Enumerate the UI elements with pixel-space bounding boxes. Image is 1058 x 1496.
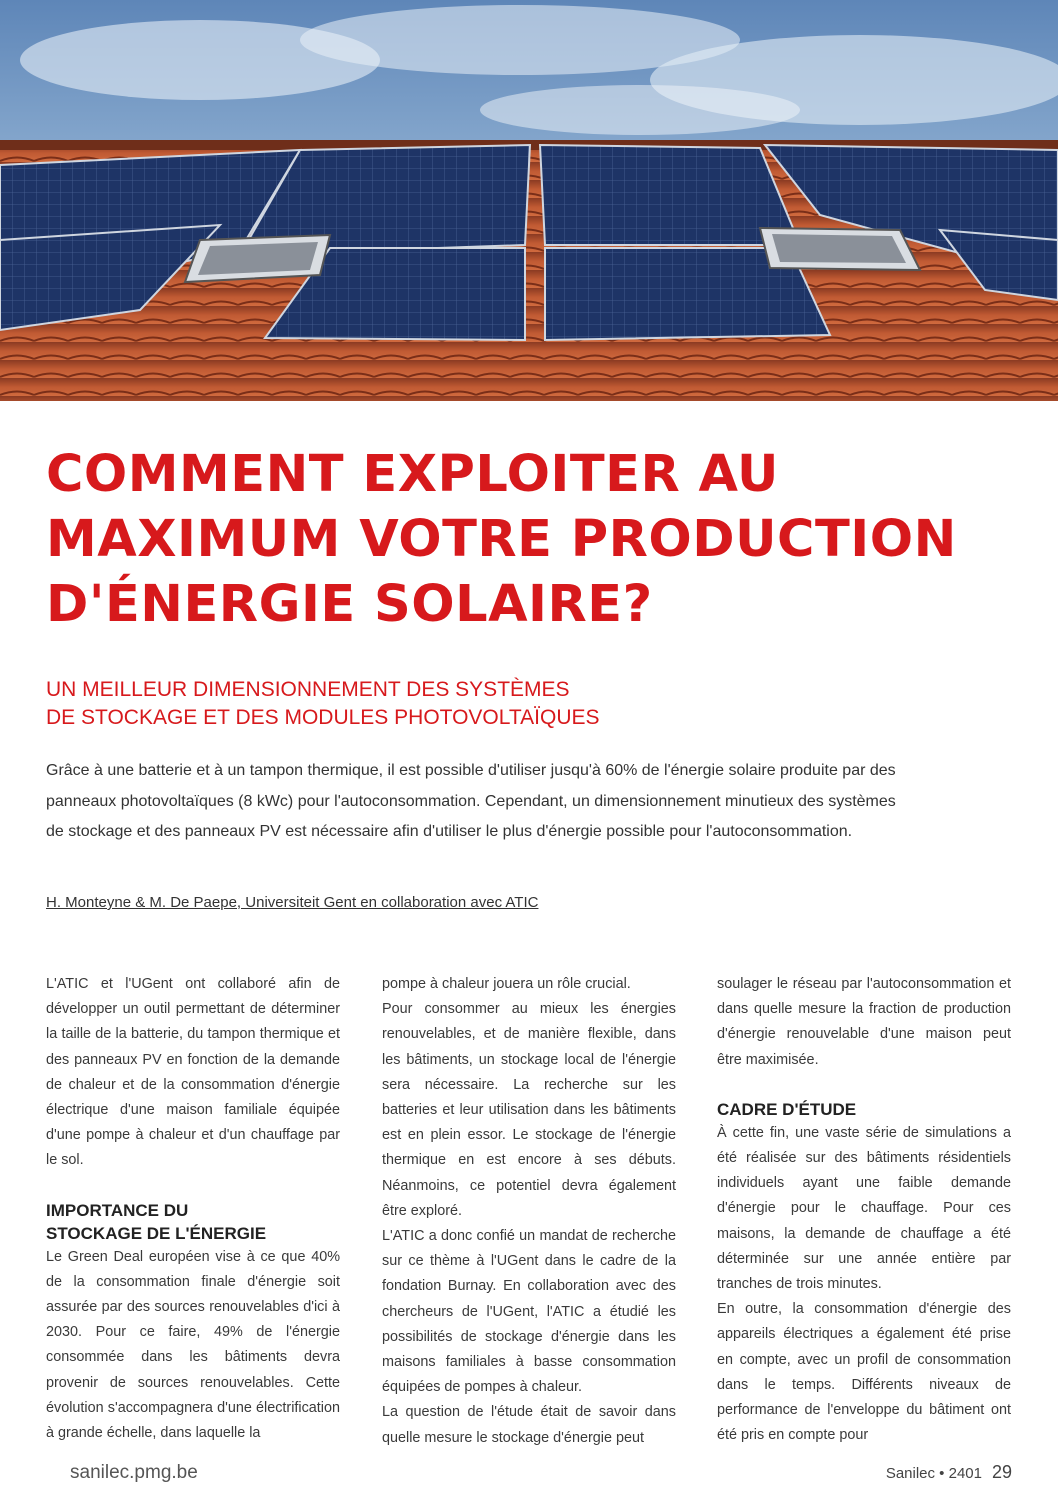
- col3-paragraph-2: À cette fin, une vaste série de simulations a été réalisée sur des bâtiments résidentiels individuels ayant une faible demande d'énergie pour le chauffage. Pour ces maisons, la demande de chauffage a été déterminée sur une année entière par tranches de trois minutes.: [717, 1124, 1011, 1293]
- article-lead: Grâce à une batterie et à un tampon thermique, il est possible d'utiliser jusqu'à 60% de l'énergie solaire produite par des panneaux photovoltaïques (8 kWc) pour l'autoconsommation. Cependant, un dimensionnement minutieux des systèmes de stockage et des panneaux PV est nécessaire afin d'utiliser le plus d'énergie possible pour l'autoconsommation.: [46, 762, 896, 840]
- column-3: [717, 972, 1011, 1448]
- article-subtitle: [46, 676, 806, 732]
- article-title: COMMENT EXPLOITER AU MAXIMUM VOTRE PRODUCTION D'ÉNERGIE SOLAIRE?: [46, 445, 957, 634]
- heading-line-1: IMPORTANCE DU: [46, 1200, 189, 1220]
- hero-photo: [0, 0, 1058, 401]
- heading-importance-stockage: [46, 1199, 340, 1245]
- column-2: [382, 972, 676, 1451]
- col3-paragraph-3: En outre, la consommation d'énergie des appareils électriques a également été prise en compte, avec un profil de consommation dans le temps. Différents niveaux de performance de l'enveloppe du bâtiment ont été pris en compte pour: [717, 1301, 1011, 1444]
- col2-paragraph-4: La question de l'étude était de savoir dans quelle mesure le stockage d'énergie peut: [382, 1404, 676, 1446]
- footer-issue-label: Sanilec • 2401: [885, 1465, 982, 1482]
- col2-paragraph-3: L'ATIC a donc confié un mandat de recherche sur ce thème à l'UGent dans le cadre de la fondation Burnay. En collaboration avec des chercheurs de l'UGent, l'ATIC a étudié les possibilités de stockage d'énergie dans les maisons familiales à basse consommation équipées de pompes à chaleur.: [382, 1228, 676, 1396]
- footer-issue: [886, 1462, 1012, 1483]
- col3-paragraph-1: soulager le réseau par l'autoconsommation et dans quelle mesure la fraction de production d'énergie renouvelable d'une maison peut être maximisée.: [717, 976, 1011, 1068]
- page-number: 29: [991, 1462, 1012, 1482]
- heading-cadre-etude: CADRE D'ÉTUDE: [717, 1099, 857, 1119]
- col1-paragraph: Le Green Deal européen vise à ce que 40% de la consommation finale d'énergie soit assurée par des sources renouvelables d'ici à 2030. Pour ce faire, 49% de l'énergie consommée dans les bâtiments devra provenir de sources renouvelables. Cette évolution s'accompagnera d'une électrification à grande échelle, dans laquelle la: [46, 1248, 340, 1442]
- col1-intro: L'ATIC et l'UGent ont collaboré afin de développer un outil permettant de déterminer la taille de la batterie, du tampon thermique et des panneaux PV en fonction de la demande de chaleur et de la consommation d'énergie électrique d'une maison familiale équipée d'une pompe à chaleur et d'un chauffage par le sol.: [46, 976, 340, 1169]
- col2-paragraph-2: Pour consommer au mieux les énergies renouvelables, et de manière flexible, dans les bâtiments, un stockage local de l'énergie sera nécessaire. La recherche sur les batteries et leur utilisation dans les bâtiments est en plein essor. Le stockage de l'énergie thermique en est encore à ses débuts. Néanmoins, ce potentiel devra également être exploré.: [382, 1001, 676, 1219]
- heading-line-2: STOCKAGE DE L'ÉNERGIE: [46, 1223, 267, 1243]
- col2-paragraph-1: pompe à chaleur jouera un rôle crucial.: [382, 976, 631, 992]
- column-1: [46, 972, 340, 1446]
- solar-roof-illustration: [0, 0, 1058, 401]
- subtitle-line-2: DE STOCKAGE ET DES MODULES PHOTOVOLTAÏQUES: [46, 706, 600, 729]
- article-authors: H. Monteyne & M. De Paepe, Universiteit Gent en collaboration avec ATIC: [46, 894, 539, 911]
- subtitle-line-1: UN MEILLEUR DIMENSIONNEMENT DES SYSTÈMES: [46, 678, 570, 701]
- footer-website[interactable]: sanilec.pmg.be: [70, 1462, 198, 1483]
